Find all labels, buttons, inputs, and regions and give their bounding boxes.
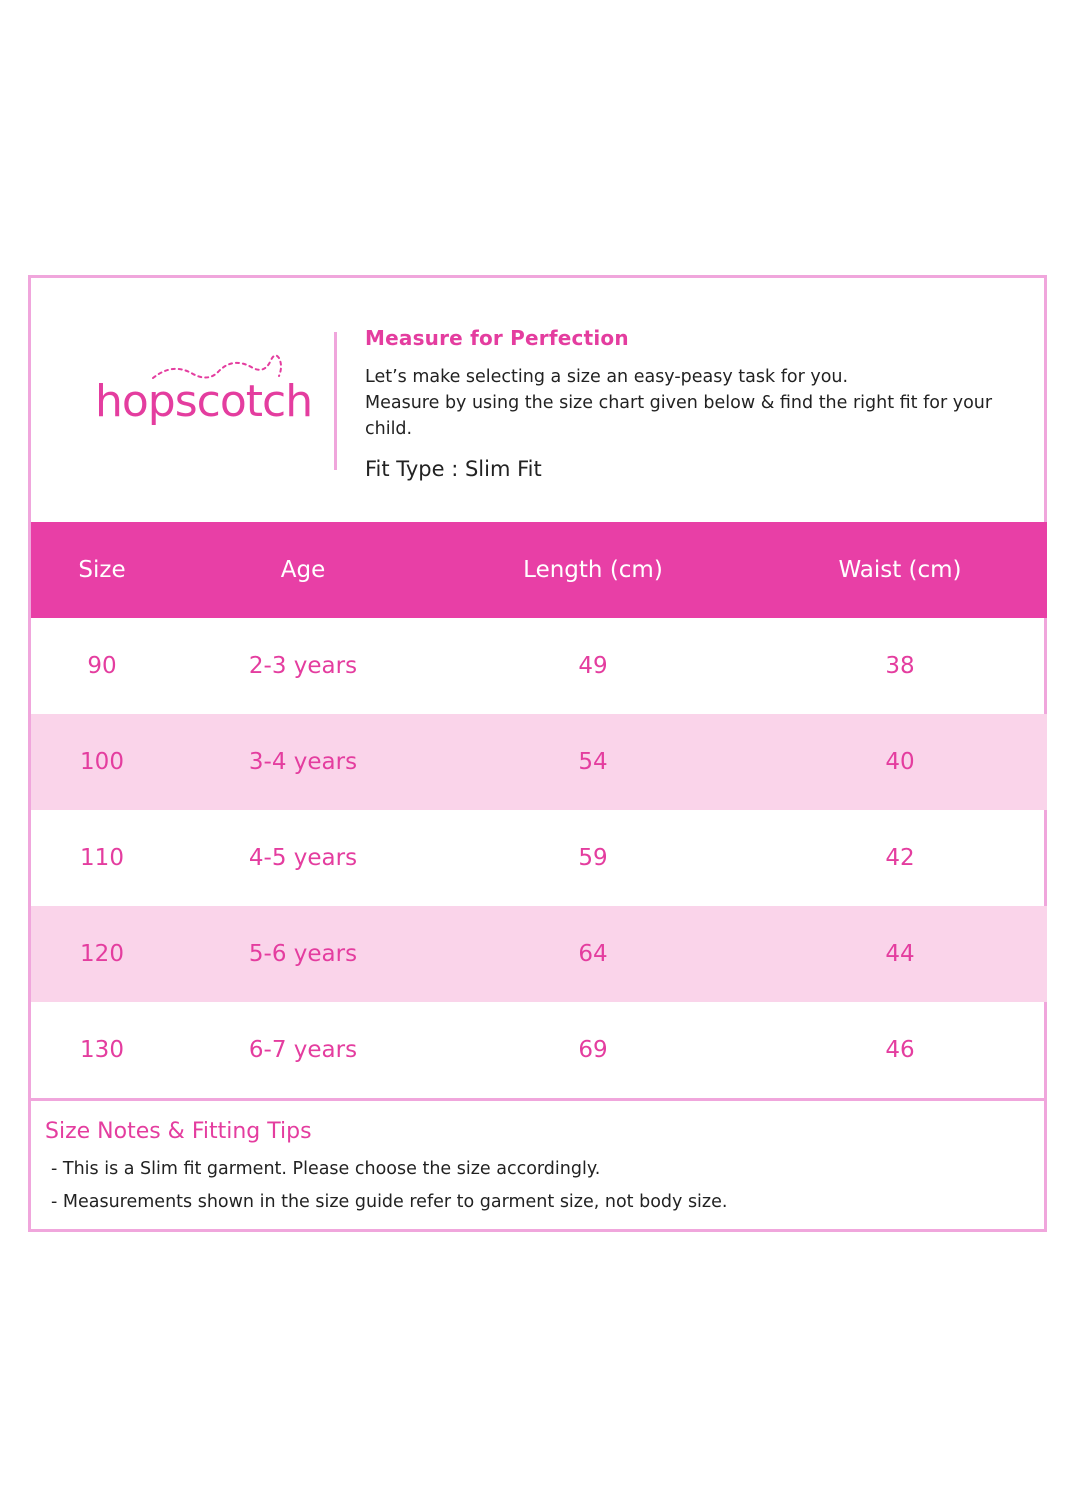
cell-size: 120 [31,906,173,1002]
table-row [31,618,1047,714]
size-table [31,522,1047,1098]
intro-heading: Measure for Perfection [365,326,629,350]
cell-length: 64 [433,906,753,1002]
table-row [31,1002,1047,1098]
chart-header [31,278,1044,522]
header-age: Age [173,522,433,618]
cell-length: 54 [433,714,753,810]
cell-length: 69 [578,1037,608,1063]
cell-size: 110 [80,845,124,871]
cell-size: 130 [80,1037,124,1063]
intro-line-2: Measure by using the size chart given below & find the right fit for your child. [365,393,993,439]
header-length: Length (cm) [433,522,753,618]
cell-size: 90 [87,653,117,679]
size-chart-card [28,275,1047,1232]
note-item: - This is a Slim fit garment. Please choose the size accordingly. [51,1159,601,1179]
cell-waist: 44 [753,906,1047,1002]
table-row [31,906,1047,1002]
cell-age: 6-7 years [248,1037,358,1063]
fit-type-label: Fit Type : Slim Fit [365,457,542,481]
hopscotch-logo [93,346,313,436]
logo-wordmark: hopscotch [95,376,313,427]
table-row [31,714,1047,810]
intro-block [365,326,1015,481]
cell-waist: 42 [885,845,915,871]
intro-line-1: Let’s make selecting a size an easy-peasy task for you. [365,367,849,387]
header-divider [334,332,337,470]
header-waist: Waist (cm) [753,522,1047,618]
cell-size: 100 [31,714,173,810]
cell-age: 2-3 years [248,653,358,679]
cell-length: 49 [578,653,608,679]
cell-length: 59 [578,845,608,871]
size-notes-section [31,1098,1044,1229]
cell-waist: 40 [753,714,1047,810]
cell-waist: 46 [885,1037,915,1063]
note-item: - Measurements shown in the size guide refer to garment size, not body size. [51,1192,728,1212]
header-size: Size [31,522,173,618]
table-header-row [31,522,1047,618]
notes-title: Size Notes & Fitting Tips [45,1119,312,1144]
table-row [31,810,1047,906]
cell-age: 3-4 years [173,714,433,810]
cell-waist: 38 [885,653,915,679]
cell-age: 4-5 years [248,845,358,871]
cell-age: 5-6 years [173,906,433,1002]
